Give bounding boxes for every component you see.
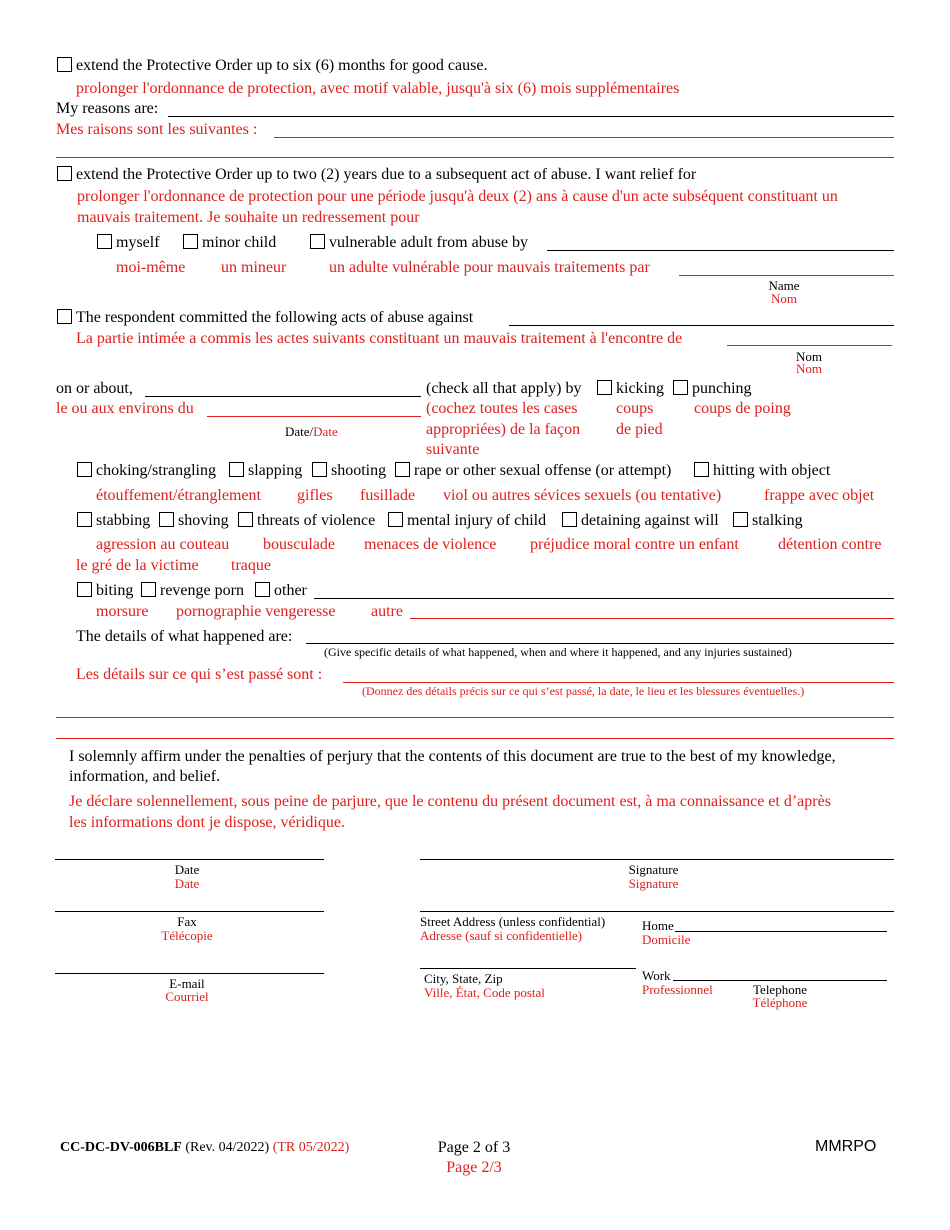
- form-revision: (Rev. 04/2022): [185, 1140, 270, 1155]
- affirmation-text-1: I solemnly affirm under the penalties of perjury that the contents of this document are true to the best of my knowledge,: [69, 748, 836, 765]
- check-all-label-fr-3: suivante: [426, 441, 480, 458]
- respondent-acts-label: The respondent committed the following acts of abuse against: [76, 309, 474, 326]
- page-number-fr: Page 2/3: [446, 1159, 502, 1176]
- fax-caption-fr: Télécopie: [161, 928, 213, 943]
- victim-name-line-fr[interactable]: [727, 345, 892, 346]
- biting-checkbox[interactable]: [77, 582, 92, 597]
- date-line-fr[interactable]: [207, 416, 421, 417]
- shooting-label: shooting: [331, 462, 387, 479]
- other-checkbox[interactable]: [255, 582, 270, 597]
- name-caption-fr: Nom: [771, 291, 797, 306]
- extend-two-years-label: extend the Protective Order up to two (2) years due to a subsequent act of abuse. I want relief for: [76, 166, 697, 183]
- email-line[interactable]: [55, 973, 324, 974]
- slapping-label-fr: gifles: [297, 487, 333, 504]
- form-translation-date: (TR 05/2022): [272, 1140, 350, 1155]
- choking-label: choking/strangling: [96, 462, 216, 479]
- email-caption: E-mail: [169, 976, 205, 991]
- stalking-label: stalking: [752, 512, 803, 529]
- vulnerable-adult-label: vulnerable adult from abuse by: [329, 234, 529, 251]
- stabbing-label-fr: agression au couteau: [96, 536, 230, 553]
- rape-label: rape or other sexual offense (or attempt): [414, 462, 672, 479]
- shoving-label-fr: bousculade: [263, 536, 335, 553]
- details-hint: (Give specific details of what happened, when and where it happened, and any injuries sustained): [324, 645, 792, 659]
- extend-two-years-checkbox[interactable]: [57, 166, 72, 181]
- kicking-label-fr-2: de pied: [616, 421, 663, 438]
- name-caption: Name: [768, 278, 800, 293]
- choking-label-fr: étouffement/étranglement: [96, 487, 261, 504]
- hitting-label-fr: frappe avec objet: [764, 487, 875, 504]
- signature-line[interactable]: [420, 859, 894, 860]
- hitting-label: hitting with object: [713, 462, 831, 479]
- page-number: Page 2 of 3: [437, 1139, 511, 1156]
- mental-injury-checkbox[interactable]: [388, 512, 403, 527]
- rape-checkbox[interactable]: [395, 462, 410, 477]
- slapping-checkbox[interactable]: [229, 462, 244, 477]
- shoving-checkbox[interactable]: [159, 512, 174, 527]
- abuser-name-line[interactable]: [547, 250, 894, 251]
- affirmation-text-2: information, and belief.: [69, 768, 221, 785]
- punching-label-fr: coups de poing: [694, 400, 791, 417]
- work-phone-caption: Work: [642, 968, 671, 983]
- detaining-label: detaining against will: [581, 512, 719, 529]
- date-line[interactable]: [145, 396, 421, 397]
- reasons-line-2[interactable]: [274, 137, 894, 138]
- on-or-about-label-fr: le ou aux environs du: [56, 400, 194, 417]
- email-caption-fr: Courriel: [165, 989, 209, 1004]
- revenge-porn-label-fr: pornographie vengeresse: [176, 603, 336, 620]
- minor-child-label-fr: un mineur: [221, 259, 287, 276]
- biting-label-fr: morsure: [96, 603, 149, 620]
- extend-six-months-label: extend the Protective Order up to six (6) months for good cause.: [76, 57, 488, 74]
- home-phone-caption-fr: Domicile: [642, 932, 691, 947]
- slapping-label: slapping: [248, 462, 303, 479]
- form-id-line: [60, 1140, 349, 1156]
- stalking-label-fr: traque: [231, 557, 271, 574]
- check-all-label-fr-1: (cochez toutes les cases: [426, 400, 578, 417]
- threats-label-fr: menaces de violence: [364, 536, 497, 553]
- city-state-zip-line[interactable]: [420, 968, 636, 969]
- details-line[interactable]: [306, 643, 894, 644]
- work-phone-caption-fr: Professionnel: [642, 982, 713, 997]
- details-line-3[interactable]: [56, 738, 894, 739]
- reasons-label-fr: Mes raisons sont les suivantes :: [56, 121, 258, 138]
- vulnerable-adult-checkbox[interactable]: [310, 234, 325, 249]
- city-state-zip-caption-fr: Ville, État, Code postal: [424, 985, 545, 1000]
- stabbing-checkbox[interactable]: [77, 512, 92, 527]
- extend-six-months-label-fr: prolonger l'ordonnance de protection, avec motif valable, jusqu'à six (6) mois supplémentaires: [76, 80, 680, 97]
- street-address-caption: Street Address (unless confidential): [420, 914, 606, 929]
- check-all-label: (check all that apply) by: [426, 380, 582, 397]
- details-hint-fr: (Donnez des détails précis sur ce qui s’est passé, la date, le lieu et les blessures éventuelles.): [362, 684, 805, 698]
- respondent-acts-checkbox[interactable]: [57, 309, 72, 324]
- extend-six-months-checkbox[interactable]: [57, 57, 72, 72]
- vulnerable-adult-label-fr: un adulte vulnérable pour mauvais traitements par: [329, 259, 650, 276]
- shoving-label: shoving: [178, 512, 229, 529]
- telephone-caption-fr: Téléphone: [752, 995, 808, 1010]
- form-code: MMRPO: [815, 1138, 877, 1155]
- rape-label-fr: viol ou autres sévices sexuels (ou tentative): [443, 487, 722, 504]
- myself-label-fr: moi-même: [116, 259, 186, 276]
- details-label: The details of what happened are:: [76, 628, 293, 645]
- fax-line[interactable]: [55, 911, 324, 912]
- choking-checkbox[interactable]: [77, 462, 92, 477]
- reasons-line-1[interactable]: [168, 116, 894, 117]
- shooting-label-fr: fusillade: [360, 487, 416, 504]
- signature-caption: Signature: [628, 862, 679, 877]
- work-phone-line[interactable]: [673, 980, 887, 981]
- myself-checkbox[interactable]: [97, 234, 112, 249]
- hitting-checkbox[interactable]: [694, 462, 709, 477]
- sign-date-caption-fr: Date: [174, 876, 200, 891]
- abuser-name-line-fr[interactable]: [679, 275, 894, 276]
- extend-two-years-label-fr-2: mauvais traitement. Je souhaite un redressement pour: [77, 209, 420, 226]
- stabbing-label: stabbing: [96, 512, 151, 529]
- other-label: other: [274, 582, 307, 599]
- extend-two-years-label-fr-1: prolonger l'ordonnance de protection pour une période jusqu'à deux (2) ans à cause d'un acte subséquent constituant un: [77, 188, 838, 205]
- form-id: CC-DC-DV-006BLF: [60, 1140, 182, 1155]
- details-label-fr: Les détails sur ce qui s’est passé sont :: [76, 666, 323, 683]
- victim-name-line[interactable]: [509, 325, 894, 326]
- detaining-checkbox[interactable]: [562, 512, 577, 527]
- stalking-checkbox[interactable]: [733, 512, 748, 527]
- other-line-fr[interactable]: [410, 618, 894, 619]
- kicking-checkbox[interactable]: [597, 380, 612, 395]
- revenge-porn-checkbox[interactable]: [141, 582, 156, 597]
- mental-injury-label: mental injury of child: [407, 512, 547, 529]
- detaining-label-fr-1: détention contre: [778, 536, 882, 553]
- city-state-zip-caption: City, State, Zip: [424, 971, 503, 986]
- reasons-label: My reasons are:: [56, 100, 159, 117]
- kicking-label: kicking: [616, 380, 664, 397]
- kicking-label-fr-1: coups: [616, 400, 654, 417]
- on-or-about-label: on or about,: [56, 380, 133, 397]
- respondent-acts-label-fr: La partie intimée a commis les actes suivants constituant un mauvais traitement à l'encontre de: [76, 330, 683, 347]
- victim-name-caption: Nom: [796, 349, 822, 364]
- punching-label: punching: [692, 380, 752, 397]
- home-phone-caption: Home: [642, 918, 674, 933]
- sign-date-line[interactable]: [55, 859, 324, 860]
- detaining-label-fr-2: le gré de la victime: [76, 557, 199, 574]
- revenge-porn-label: revenge porn: [160, 582, 244, 599]
- affirmation-text-fr-2: les informations dont je dispose, véridique.: [69, 814, 345, 831]
- signature-caption-fr: Signature: [628, 876, 679, 891]
- other-line[interactable]: [314, 598, 894, 599]
- threats-label: threats of violence: [257, 512, 376, 529]
- telephone-caption: Telephone: [753, 982, 807, 997]
- fax-caption: Fax: [177, 914, 197, 929]
- affirmation-text-fr-1: Je déclare solennellement, sous peine de parjure, que le contenu du présent document est, à ma connaissance et d’après: [69, 793, 831, 810]
- sign-date-caption: Date: [174, 862, 200, 877]
- myself-label: myself: [116, 234, 160, 251]
- shooting-checkbox[interactable]: [312, 462, 327, 477]
- date-caption: Date/Date: [285, 424, 338, 439]
- details-line-2[interactable]: [56, 717, 894, 718]
- minor-child-checkbox[interactable]: [183, 234, 198, 249]
- details-line-fr[interactable]: [343, 682, 894, 683]
- victim-name-caption-fr: Nom: [796, 361, 822, 376]
- street-address-line[interactable]: [420, 911, 894, 912]
- home-phone-line[interactable]: [675, 931, 887, 932]
- check-all-label-fr-2: appropriées) de la façon: [426, 421, 581, 438]
- punching-checkbox[interactable]: [673, 380, 688, 395]
- biting-label: biting: [96, 582, 134, 599]
- mental-injury-label-fr: préjudice moral contre un enfant: [530, 536, 739, 553]
- other-label-fr: autre: [371, 603, 403, 620]
- minor-child-label: minor child: [202, 234, 277, 251]
- street-address-caption-fr: Adresse (sauf si confidentielle): [420, 928, 583, 943]
- threats-checkbox[interactable]: [238, 512, 253, 527]
- reasons-line-3[interactable]: [56, 157, 894, 158]
